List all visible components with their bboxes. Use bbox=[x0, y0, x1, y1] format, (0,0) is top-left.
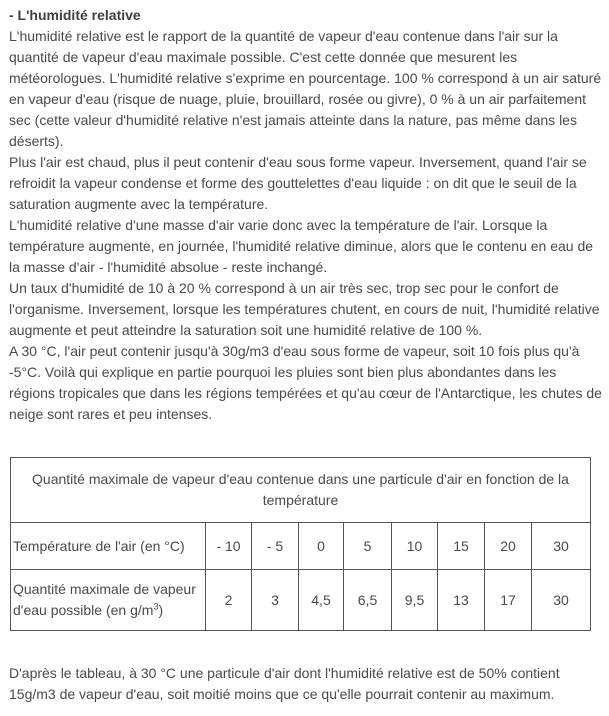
paragraph-dry-air: Un taux d'humidité de 10 à 20 % correspond à un air très sec, trop sec pour le confort de l'organisme. Inversement, lorsque les températures chutent, en cours de nuit, l'humidité relative augmente et peut atteindre la saturation soit une humidité relative de 100 %. bbox=[9, 280, 600, 338]
quantity-cell: 3 bbox=[252, 570, 299, 631]
temperature-cell: 15 bbox=[438, 523, 485, 570]
table-row-quantity bbox=[11, 570, 591, 631]
quantity-label-close: ) bbox=[158, 602, 164, 618]
temperature-cell: 0 bbox=[299, 523, 344, 570]
quantity-label-exponent: 3 bbox=[153, 601, 159, 612]
quantity-cell: 9,5 bbox=[392, 570, 438, 631]
section-content bbox=[9, 5, 605, 425]
temperature-cell: - 10 bbox=[206, 523, 252, 570]
quantity-cell: 6,5 bbox=[344, 570, 392, 631]
temperature-cell: 10 bbox=[392, 523, 438, 570]
paragraph-definition: L'humidité relative est le rapport de la quantité de vapeur d'eau contenue dans l'air sur la quantité de vapeur d'eau maximale possible. C'est cette donnée que mesurent les météorologues. L'humidité relative s'exprime en pourcentage. 100 % correspond à un air saturé en vapeur d'eau (risque de nuage, pluie, brouillard, rosée ou givre), 0 % à un air parfaitement sec (cette valeur d'humidité relative n'est jamais atteinte dans la nature, pas même dans les déserts). bbox=[9, 28, 602, 149]
quantity-cell: 13 bbox=[438, 570, 485, 631]
section-title: - L'humidité relative bbox=[9, 7, 141, 23]
temperature-cell: 5 bbox=[344, 523, 392, 570]
conclusion-paragraph: D'après le tableau, à 30 °C une particule d'air dont l'humidité relative est de 50% contient 15g/m3 de vapeur d'eau, soit moitié moins que ce qu'elle pourrait contenir au maximum. bbox=[9, 665, 560, 702]
quantity-cell: 17 bbox=[485, 570, 532, 631]
temperature-cell: - 5 bbox=[252, 523, 299, 570]
humidity-table-container bbox=[10, 457, 590, 631]
quantity-cell: 4,5 bbox=[299, 570, 344, 631]
temperature-cell: 30 bbox=[532, 523, 591, 570]
paragraph-temperature: Plus l'air est chaud, plus il peut contenir d'eau sous forme vapeur. Inversement, quand l'air se refroidit la vapeur condense et forme des gouttelettes d'eau liquide : on dit que le seuil de la saturation augmente avec la température. bbox=[9, 154, 587, 212]
quantity-cell: 30 bbox=[532, 570, 591, 631]
quantity-row-label bbox=[11, 570, 206, 631]
quantity-label-text: Quantité maximale de vapeur d'eau possible (en g/m bbox=[13, 581, 196, 618]
table-row-temperature bbox=[11, 523, 591, 570]
table-caption: Quantité maximale de vapeur d'eau contenue dans une particule d'air en fonction de la température bbox=[11, 458, 591, 523]
paragraph-variation: L'humidité relative d'une masse d'air varie donc avec la température de l'air. Lorsque la température augmente, en journée, l'humidité relative diminue, alors que le contenu en eau de la masse d'air - l'humidité absolue - reste inchangé. bbox=[9, 217, 594, 275]
humidity-table bbox=[10, 457, 591, 631]
temperature-row-label: Température de l'air (en °C) bbox=[11, 523, 206, 570]
paragraph-example: A 30 °C, l'air peut contenir jusqu'à 30g/m3 d'eau sous forme de vapeur, soit 10 fois plus qu'à -5°C. Voilà qui explique en partie pourquoi les pluies sont bien plus abondantes dans les régions tropicales que dans les régions tempérées et qu'au cœur de l'Antarctique, les chutes de neige sont rares et peu intenses. bbox=[9, 343, 602, 422]
quantity-cell: 2 bbox=[206, 570, 252, 631]
temperature-cell: 20 bbox=[485, 523, 532, 570]
